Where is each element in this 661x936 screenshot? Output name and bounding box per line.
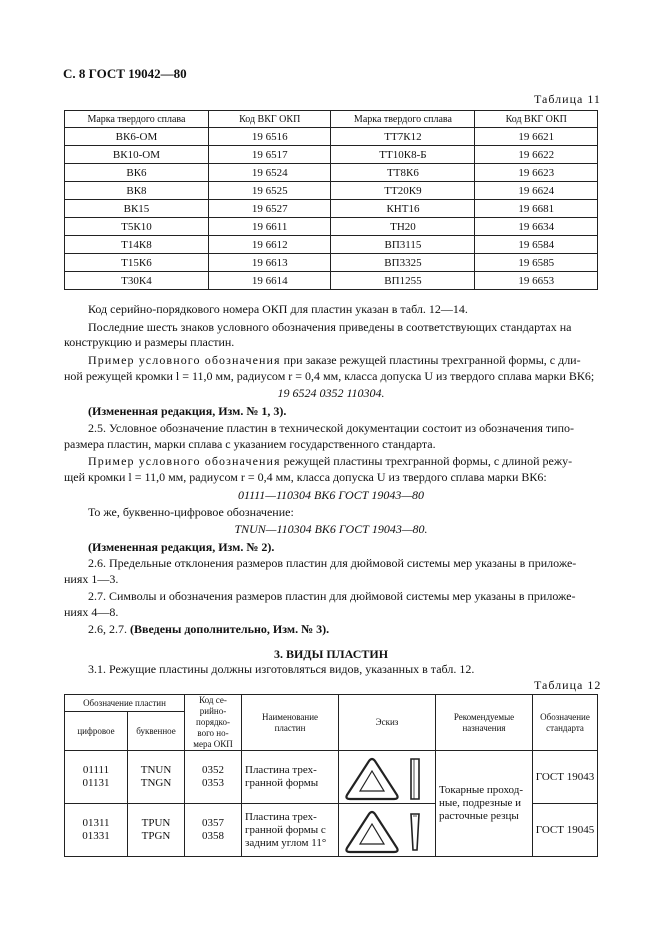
code-example: TNUN—110304 ВК6 ГОСТ 19043—80. [234, 522, 428, 536]
alloy-grade-cell: Т15К6 [65, 254, 209, 272]
paragraph: конструкцию и размеры пластин. [64, 335, 235, 349]
code-example: 19 6524 0352 110304. [277, 386, 385, 400]
okp-code-cell: 19 6613 [208, 254, 331, 272]
alloy-grade-cell: ВП3325 [331, 254, 475, 272]
okp-code-cell: 19 6612 [208, 236, 331, 254]
okp-code-cell: 19 6614 [208, 272, 331, 290]
cell-letter: TNUN TNGN [128, 751, 185, 804]
header-cell: цифровое [65, 712, 128, 751]
cell-num: 01111 01131 [65, 751, 128, 804]
table-row [65, 254, 598, 272]
revision-note: (Измененная редакция, Изм. № 1, 3). [88, 404, 287, 418]
table-12 [64, 694, 598, 857]
paragraph: ной режущей кромки l = 11,0 мм, радиусом r = 0,4 мм, класса допуска U из твердого сплава марки ВК6; [64, 369, 595, 383]
table-11 [64, 110, 598, 290]
table-header-row [65, 111, 598, 128]
cell-sketch [339, 804, 436, 857]
okp-code-cell: 19 6681 [475, 200, 598, 218]
paragraph: размера пластин, марки сплава с указанием государственного стандарта. [64, 437, 436, 451]
okp-code-cell: 19 6527 [208, 200, 331, 218]
alloy-grade-cell: ТТ10К8-Б [331, 146, 475, 164]
alloy-grade-cell: КНТ16 [331, 200, 475, 218]
okp-code-cell: 19 6622 [475, 146, 598, 164]
okp-code-cell: 19 6623 [475, 164, 598, 182]
paragraph: 2.6. Предельные отклонения размеров пластин для дюймовой системы мер указаны в приложе- [88, 556, 577, 570]
triangle-insert-clearance-sketch [339, 804, 435, 856]
alloy-grade-cell: Т14К8 [65, 236, 209, 254]
table-row [65, 272, 598, 290]
alloy-grade-cell: ВК8 [65, 182, 209, 200]
okp-code-cell: 19 6621 [475, 128, 598, 146]
table-row [65, 751, 598, 804]
section-heading: 3. ВИДЫ ПЛАСТИН [273, 647, 389, 661]
alloy-grade-cell: ВК15 [65, 200, 209, 218]
cell-num: 01311 01331 [65, 804, 128, 857]
table-row [65, 182, 598, 200]
cell-use: Токарные проход- ные, подрезные и расточные резцы [436, 751, 533, 857]
header-cell: Обозначение пластин [65, 695, 185, 712]
alloy-grade-cell: ТТ8К6 [331, 164, 475, 182]
alloy-grade-cell: ТТ7К12 [331, 128, 475, 146]
table-row [65, 200, 598, 218]
table-row [65, 218, 598, 236]
spaced-phrase: Пример условного обозначения [88, 353, 281, 367]
cell-name: Пластина трех- гранной формы с задним углом 11° [242, 804, 339, 857]
header-cell: Код ВКГ ОКП [475, 111, 598, 128]
paragraph: То же, буквенно-цифровое обозначение: [88, 505, 294, 519]
paragraph [88, 620, 596, 638]
cell-letter: TPUN TPGN [128, 804, 185, 857]
paragraph: 2.5. Условное обозначение пластин в технической документации состоит из обозначения типо- [88, 421, 574, 435]
alloy-grade-cell: ТН20 [331, 218, 475, 236]
code-example: 01111—110304 ВК6 ГОСТ 19043—80 [237, 488, 425, 502]
table-row [65, 236, 598, 254]
text-run: 2.6, 2.7. [88, 622, 130, 636]
cell-name: Пластина трех- гранной формы [242, 751, 339, 804]
page-header: С. 8 ГОСТ 19042—80 [63, 66, 187, 81]
okp-code-cell: 19 6634 [475, 218, 598, 236]
cell-std: ГОСТ 19045 [533, 804, 598, 857]
alloy-grade-cell: ВК10-ОМ [65, 146, 209, 164]
cell-sketch [339, 751, 436, 804]
alloy-grade-cell: ВП1255 [331, 272, 475, 290]
header-cell: Рекомендуемые назначения [436, 695, 533, 751]
cell-std: ГОСТ 19043 [533, 751, 598, 804]
okp-code-cell: 19 6524 [208, 164, 331, 182]
alloy-grade-cell: ТТ20К9 [331, 182, 475, 200]
okp-code-cell: 19 6525 [208, 182, 331, 200]
okp-code-cell: 19 6584 [475, 236, 598, 254]
alloy-grade-cell: Т5К10 [65, 218, 209, 236]
spaced-phrase: Пример условного обозначения [88, 454, 281, 468]
paragraph: 3.1. Режущие пластины должны изготовляться видов, указанных в табл. 12. [88, 662, 475, 676]
alloy-grade-cell: ВП3115 [331, 236, 475, 254]
header-cell: Наименование пластин [242, 695, 339, 751]
alloy-grade-cell: ВК6-ОМ [65, 128, 209, 146]
okp-code-cell: 19 6611 [208, 218, 331, 236]
paragraph: 2.7. Символы и обозначения размеров пластин для дюймовой системы мер указаны в приложе- [88, 589, 576, 603]
table11-caption: Таблица 11 [534, 92, 601, 106]
okp-code-cell: 19 6585 [475, 254, 598, 272]
table12-caption: Таблица 12 [534, 678, 602, 692]
revision-note: (Измененная редакция, Изм. № 2). [88, 540, 275, 554]
table-row [65, 146, 598, 164]
header-cell: Марка твердого сплава [331, 111, 475, 128]
header-cell: Марка твердого сплава [65, 111, 209, 128]
cell-code: 0357 0358 [185, 804, 242, 857]
text-run: режущей пластины трехгранной формы, с длиной режу- [280, 454, 573, 468]
paragraph: Код серийно-порядкового номера ОКП для пластин указан в табл. 12—14. [88, 302, 468, 316]
header-cell: буквенное [128, 712, 185, 751]
table-row [65, 128, 598, 146]
header-cell: Обозначение стандарта [533, 695, 598, 751]
okp-code-cell: 19 6653 [475, 272, 598, 290]
triangle-insert-sketch [339, 751, 435, 803]
paragraph: Последние шесть знаков условного обозначения приведены в соответствующих стандартах на [88, 320, 572, 334]
table-row [65, 164, 598, 182]
okp-code-cell: 19 6517 [208, 146, 331, 164]
cell-code: 0352 0353 [185, 751, 242, 804]
alloy-grade-cell: ВК6 [65, 164, 209, 182]
paragraph: ниях 1—3. [64, 572, 119, 586]
header-cell: Эскиз [339, 695, 436, 751]
okp-code-cell: 19 6516 [208, 128, 331, 146]
okp-code-cell: 19 6624 [475, 182, 598, 200]
paragraph: щей кромки l = 11,0 мм, радиусом r = 0,4 мм, класса допуска U из твердого сплава марки ВК6: [64, 470, 547, 484]
text-run: при заказе режущей пластины трехгранной формы, с дли- [280, 353, 581, 367]
paragraph: ниях 4—8. [64, 605, 119, 619]
revision-note: (Введены дополнительно, Изм. № 3). [130, 622, 330, 636]
alloy-grade-cell: Т30К4 [65, 272, 209, 290]
header-cell: Код ВКГ ОКП [208, 111, 331, 128]
header-cell: Код се- рийно- порядко- вого но- мера ОКП [185, 695, 242, 751]
